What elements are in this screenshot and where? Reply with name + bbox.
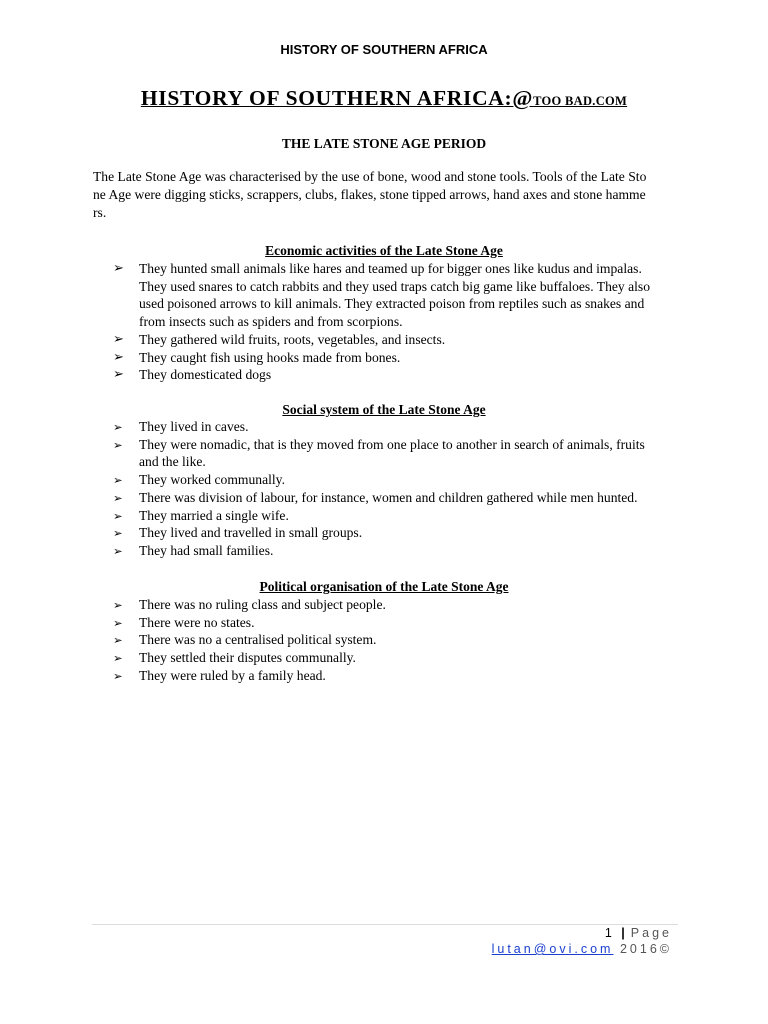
footer-email-link[interactable]: lutan@ovi.com xyxy=(491,942,614,956)
list-item xyxy=(113,649,683,667)
list-item-text: from insects such as spiders and from scorpions. xyxy=(139,314,403,330)
list-item-text: They lived in caves. xyxy=(139,419,249,434)
intro-line: rs. xyxy=(93,205,107,220)
social-list xyxy=(113,418,683,560)
intro-paragraph xyxy=(93,168,678,222)
list-item xyxy=(113,366,683,384)
arrow-bullet-icon: ➢ xyxy=(113,473,123,488)
arrow-bullet-icon: ➢ xyxy=(113,331,124,347)
arrow-bullet-icon: ➢ xyxy=(113,598,123,612)
footer-year: 2016© xyxy=(619,942,672,956)
list-item-text: They married a single wife. xyxy=(139,507,289,523)
main-title-suffix: TOO BAD.COM xyxy=(533,94,628,108)
arrow-bullet-icon: ➢ xyxy=(113,651,123,666)
list-item xyxy=(113,418,683,436)
list-item xyxy=(113,507,683,525)
arrow-bullet-icon: ➢ xyxy=(113,437,123,452)
list-item-text: They were nomadic, that is they moved from one place to another in search of animals, fruits xyxy=(139,436,645,452)
list-item-text: They domesticated dogs xyxy=(139,367,272,383)
arrow-bullet-icon: ➢ xyxy=(113,668,123,683)
footer-contact xyxy=(492,942,672,956)
list-item-text: There was no ruling class and subject people. xyxy=(139,597,386,612)
arrow-bullet-icon: ➢ xyxy=(113,490,123,505)
economic-heading: Economic activities of the Late Stone Age xyxy=(265,243,503,258)
list-item xyxy=(113,524,683,542)
page-number: 1 xyxy=(604,926,615,940)
list-item-text: They hunted small animals like hares and teamed up for bigger ones like kudus and impalas. xyxy=(139,261,642,276)
list-item xyxy=(113,489,683,507)
list-item-text: There was no a centralised political system. xyxy=(139,632,377,648)
list-item-text: They worked communally. xyxy=(139,472,285,488)
list-item xyxy=(113,631,683,649)
list-item xyxy=(113,260,683,331)
arrow-bullet-icon: ➢ xyxy=(113,508,123,523)
list-item-text: There was division of labour, for instance, women and children gathered while men hunted. xyxy=(139,489,638,505)
arrow-bullet-icon: ➢ xyxy=(113,543,123,558)
intro-line: The Late Stone Age was characterised by the use of bone, wood and stone tools. Tools of the Late Sto xyxy=(93,169,647,184)
page-label: Page xyxy=(630,926,672,940)
list-item-text: They lived and travelled in small groups. xyxy=(139,525,363,541)
social-heading: Social system of the Late Stone Age xyxy=(282,402,486,417)
arrow-bullet-icon: ➢ xyxy=(113,261,124,276)
list-item-text: They settled their disputes communally. xyxy=(139,650,356,666)
political-heading: Political organisation of the Late Stone Age xyxy=(259,579,509,594)
list-item-text: There were no states. xyxy=(139,614,255,630)
list-item xyxy=(113,349,683,367)
list-item xyxy=(113,542,683,560)
intro-line: ne Age were digging sticks, scrappers, clubs, flakes, stone tipped arrows, hand axes and stone hamme xyxy=(93,187,646,202)
list-item-text: They were ruled by a family head. xyxy=(139,667,326,683)
list-item-text: They used snares to catch rabbits and they used traps catch big game like buffaloes. They also xyxy=(139,278,650,294)
page-number-line xyxy=(605,926,672,940)
list-item xyxy=(113,436,683,471)
list-item xyxy=(113,471,683,489)
list-item xyxy=(113,596,683,614)
arrow-bullet-icon: ➢ xyxy=(113,615,123,630)
list-item-text: used poisoned arrows to kill animals. They extracted poison from reptiles such as snakes and xyxy=(139,296,645,312)
list-item xyxy=(113,614,683,632)
list-item-text: They caught fish using hooks made from bones. xyxy=(139,349,401,365)
arrow-bullet-icon: ➢ xyxy=(113,526,123,541)
list-item-text: They had small families. xyxy=(139,542,274,558)
political-list xyxy=(113,596,683,685)
list-item-text: They gathered wild fruits, roots, vegetables, and insects. xyxy=(139,331,446,347)
footer-divider xyxy=(92,924,678,925)
running-header: HISTORY OF SOUTHERN AFRICA xyxy=(280,42,488,57)
arrow-bullet-icon: ➢ xyxy=(113,367,124,383)
list-item-text: and the like. xyxy=(139,454,206,470)
main-title xyxy=(0,86,768,111)
page-separator: | xyxy=(621,926,631,940)
section-title: THE LATE STONE AGE PERIOD xyxy=(281,136,487,151)
arrow-bullet-icon: ➢ xyxy=(113,420,123,434)
arrow-bullet-icon: ➢ xyxy=(113,633,123,648)
list-item xyxy=(113,331,683,349)
list-item xyxy=(113,667,683,685)
arrow-bullet-icon: ➢ xyxy=(113,349,124,365)
economic-list xyxy=(113,260,683,384)
main-title-text: HISTORY OF SOUTHERN AFRICA:@ xyxy=(140,86,534,110)
